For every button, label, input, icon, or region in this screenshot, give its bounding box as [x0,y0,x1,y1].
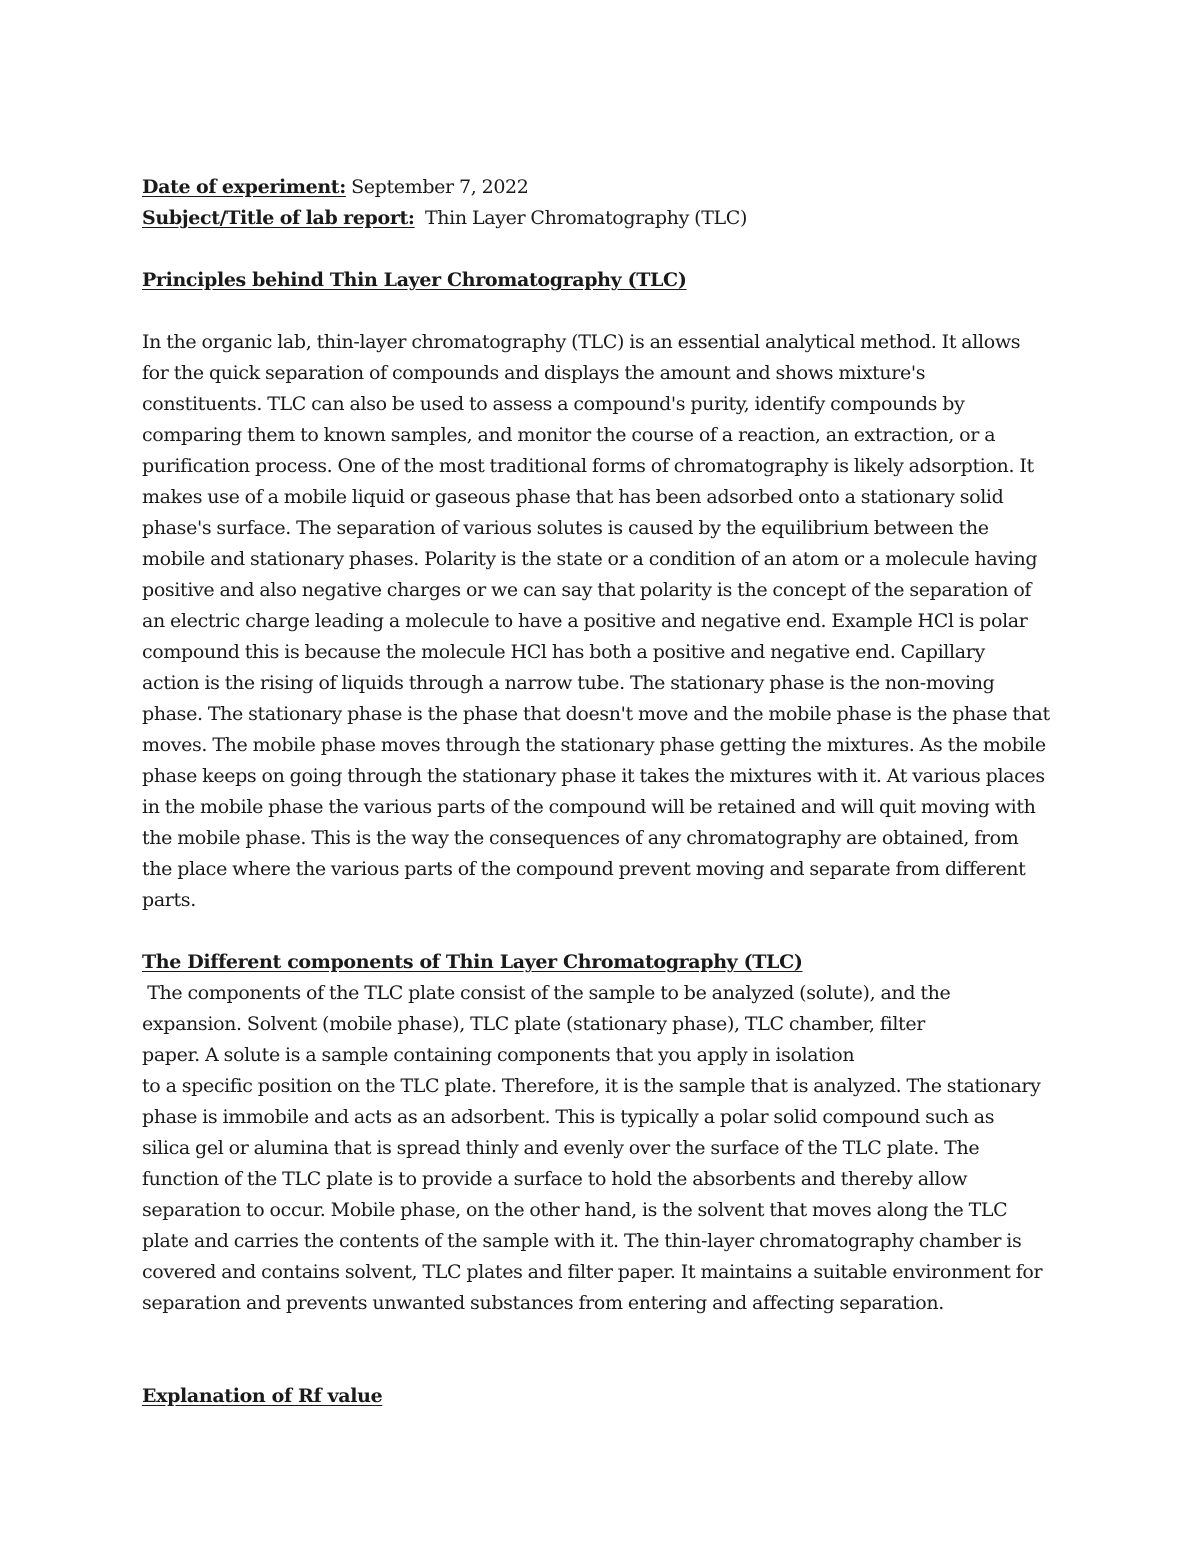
paragraph-line: compound this is because the molecule HCl has both a positive and negative end. Capillary [142,641,985,663]
paragraph-components [142,978,1072,1319]
date-label: Date of experiment: [142,176,346,198]
paragraph-line: silica gel or alumina that is spread thinly and evenly over the surface of the TLC plate. The [142,1137,980,1159]
section-heading-components: The Different components of Thin Layer Chromatography (TLC) [142,951,803,973]
subject-value: Thin Layer Chromatography (TLC) [424,207,748,229]
paragraph-line: phase's surface. The separation of various solutes is caused by the equilibrium between the [142,517,989,539]
paragraph-line: mobile and stationary phases. Polarity is the state or a condition of an atom or a molecule having [142,548,1038,570]
subject-line [142,203,1072,234]
paragraph-line: positive and also negative charges or we can say that polarity is the concept of the separation of [142,579,1032,601]
document-body [142,172,1072,1412]
paragraph-line: to a specific position on the TLC plate. Therefore, it is the sample that is analyzed. The stationary [142,1075,1041,1097]
spacer [142,1319,1072,1350]
section-heading-principles: Principles behind Thin Layer Chromatography (TLC) [142,269,687,291]
paragraph-line: phase is immobile and acts as an adsorbent. This is typically a polar solid compound such as [142,1106,995,1128]
section-heading-rf-value: Explanation of Rf value [142,1385,383,1407]
paragraph-line: paper. A solute is a sample containing components that you apply in isolation [142,1044,855,1066]
paragraph-line: constituents. TLC can also be used to assess a compound's purity, identify compounds by [142,393,965,415]
paragraph-line: plate and carries the contents of the sample with it. The thin-layer chromatography chamber is [142,1230,1022,1252]
spacer [142,234,1072,265]
paragraph-line: separation to occur. Mobile phase, on the other hand, is the solvent that moves along the TLC [142,1199,1008,1221]
paragraph-principles [142,327,1072,916]
date-value: September 7, 2022 [351,176,529,198]
paragraph-line: the mobile phase. This is the way the consequences of any chromatography are obtained, from [142,827,1019,849]
paragraph-line: separation and prevents unwanted substances from entering and affecting separation. [142,1292,944,1314]
paragraph-line: function of the TLC plate is to provide a surface to hold the absorbents and thereby allow [142,1168,968,1190]
paragraph-line: makes use of a mobile liquid or gaseous phase that has been adsorbed onto a stationary solid [142,486,1004,508]
spacer [142,916,1072,947]
paragraph-line: phase. The stationary phase is the phase that doesn't move and the mobile phase is the phase that [142,703,1050,725]
paragraph-line: parts. [142,889,196,911]
paragraph-line: covered and contains solvent, TLC plates and filter paper. It maintains a suitable environment for [142,1261,1043,1283]
paragraph-line: expansion. Solvent (mobile phase), TLC plate (stationary phase), TLC chamber, filter [142,1013,925,1035]
paragraph-line: action is the rising of liquids through a narrow tube. The stationary phase is the non-moving [142,672,995,694]
paragraph-line: in the mobile phase the various parts of the compound will be retained and will quit moving with [142,796,1036,818]
paragraph-line: The components of the TLC plate consist of the sample to be analyzed (solute), and the [142,982,951,1004]
paragraph-line: an electric charge leading a molecule to have a positive and negative end. Example HCl is polar [142,610,1028,632]
paragraph-line: the place where the various parts of the compound prevent moving and separate from different [142,858,1026,880]
paragraph-line: comparing them to known samples, and monitor the course of a reaction, an extraction, or a [142,424,996,446]
date-line [142,172,1072,203]
paragraph-line: In the organic lab, thin-layer chromatography (TLC) is an essential analytical method. It allows [142,331,1021,353]
paragraph-line: for the quick separation of compounds and displays the amount and shows mixture's [142,362,926,384]
paragraph-line: moves. The mobile phase moves through the stationary phase getting the mixtures. As the mobile [142,734,1046,756]
spacer [142,1350,1072,1381]
spacer [142,296,1072,327]
paragraph-line: purification process. One of the most traditional forms of chromatography is likely adsorption. It [142,455,1034,477]
subject-label: Subject/Title of lab report: [142,207,415,229]
paragraph-line: phase keeps on going through the stationary phase it takes the mixtures with it. At various places [142,765,1045,787]
